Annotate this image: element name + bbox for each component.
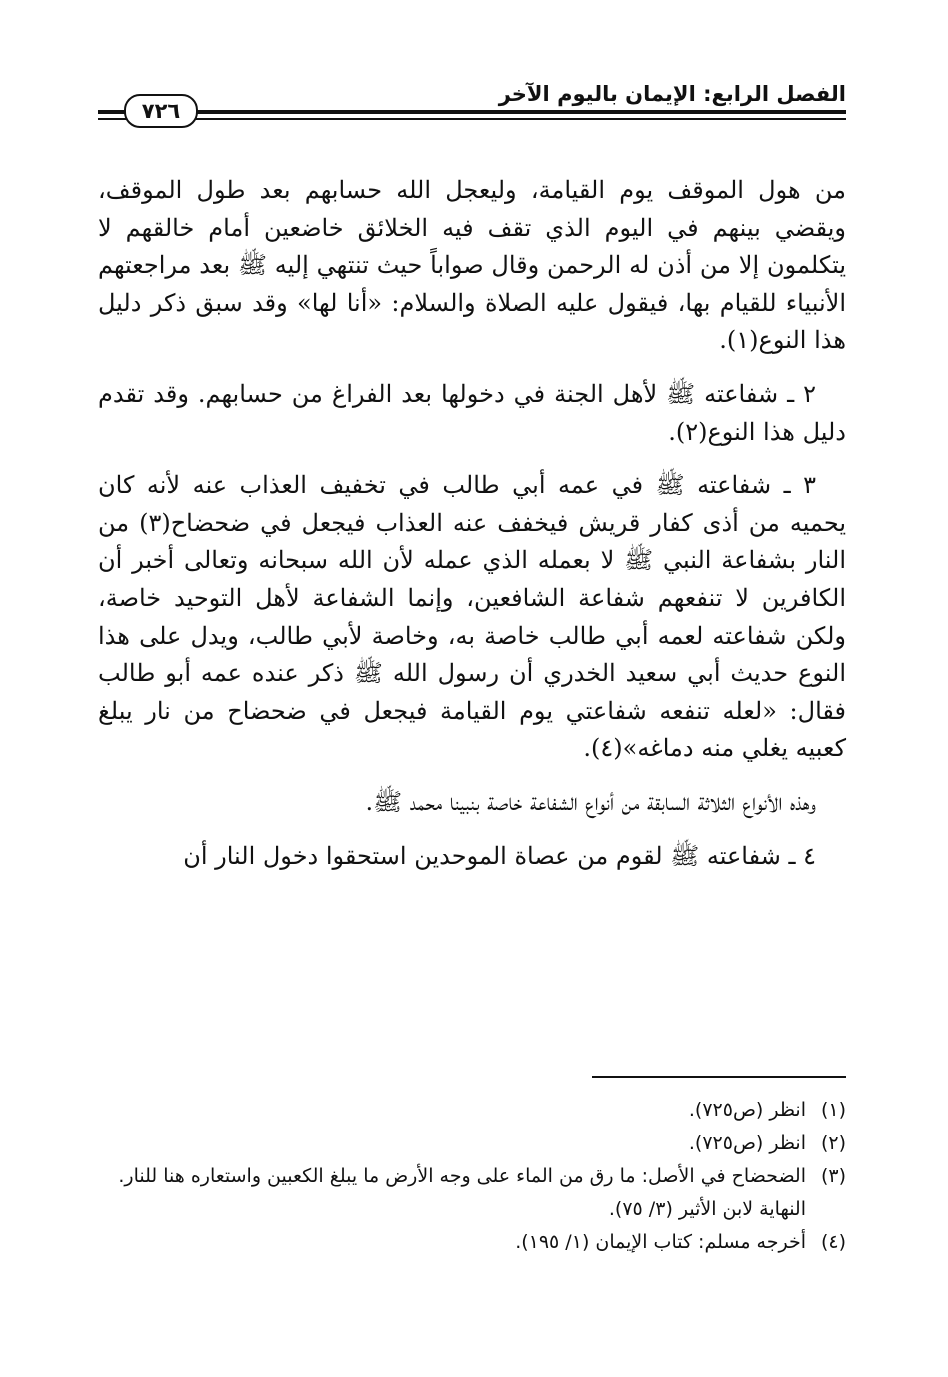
page-number: ٧٢٦ <box>124 94 198 128</box>
footnote-number: (٤) <box>820 1231 846 1253</box>
paragraph-intercession-3: ٣ ـ شفاعته ﷺ في عمه أبي طالب في تخفيف العذاب عنه لأنه كان يحميه من أذى كفار قريش فيخفف عنه العذاب فيجعل في ضحضاح(٣) من النار بشفاعة النبي ﷺ لا بعمله الذي عمله لأن الله سبحانه وتعالى أخبر أن الكافرين لا تنفعهم شفاعة الشافعين، وإنما الشفاعة لأهل التوحيد خاصة، ولكن شفاعته لعمه أبي طالب خاصة به، وخاصة لأبي طالب، ويدل على هذا النوع حديث أبي سعيد الخدري أن رسول الله ﷺ ذكر عنده عمه أبو طالب فقال: «لعله تنفعه شفاعتي يوم القيامة فيجعل في ضحضاح من نار يبلغ كعبيه يغلي منه دماغه»(٤). <box>98 471 847 763</box>
footnote-text <box>98 1160 806 1226</box>
footnote-number: (٣) <box>820 1165 846 1187</box>
footnotes <box>98 1094 846 1259</box>
footnote-line: الضحضاح في الأصل: ما رق من الماء على وجه الأرض ما يبلغ الكعبين واستعاره هنا للنار. <box>118 1165 806 1187</box>
footnote-4 <box>98 1226 846 1259</box>
footnote-line: أخرجه مسلم: كتاب الإيمان (١/ ١٩٥). <box>515 1231 806 1253</box>
footnote-line: انظر (ص٧٢٥). <box>688 1099 806 1121</box>
footnote-line: انظر (ص٧٢٥). <box>688 1132 806 1154</box>
header-rule-thick <box>98 110 846 114</box>
chapter-title: الفصل الرابع: الإيمان باليوم الآخر <box>498 82 846 106</box>
header-rule-thin <box>98 118 846 120</box>
paragraph-continuation: من هول الموقف يوم القيامة، وليعجل الله حسابهم بعد طول الموقف، ويقضي بينهم في اليوم الذي تقف فيه الخلائق خاضعين أمام خالقهم لا يتكلمون إلا من أذن له الرحمن وقال صواباً حيث تنتهي إليه ﷺ بعد مراجعتهم الأنبياء للقيام بها، فيقول عليه الصلاة والسلام: «أنا لها» وقد سبق ذكر دليل هذا النوع(١). <box>98 176 846 355</box>
page-header <box>98 78 846 134</box>
footnote-text <box>98 1226 806 1259</box>
paragraph-summary: وهذه الأنواع الثلاثة السابقة من أنواع الشفاعة خاصة بنبينا محمد ﷺ. <box>365 787 816 816</box>
footnote-2 <box>98 1127 846 1160</box>
footnote-number: (٢) <box>820 1132 846 1154</box>
footnote-text <box>98 1094 806 1127</box>
footnote-line: النهاية لابن الأثير (٣/ ٧٥). <box>608 1198 806 1220</box>
footnote-text <box>98 1127 806 1160</box>
main-text <box>98 172 846 891</box>
footnote-1 <box>98 1094 846 1127</box>
paragraph-intercession-2: ٢ ـ شفاعته ﷺ لأهل الجنة في دخولها بعد الفراغ من حسابهم. وقد تقدم دليل هذا النوع(٢). <box>98 379 846 446</box>
footnote-3 <box>98 1160 846 1226</box>
footnote-number: (١) <box>820 1099 846 1121</box>
footnote-separator <box>592 1076 846 1078</box>
paragraph-intercession-4: ٤ ـ شفاعته ﷺ لقوم من عصاة الموحدين استحقوا دخول النار أن <box>183 841 816 870</box>
